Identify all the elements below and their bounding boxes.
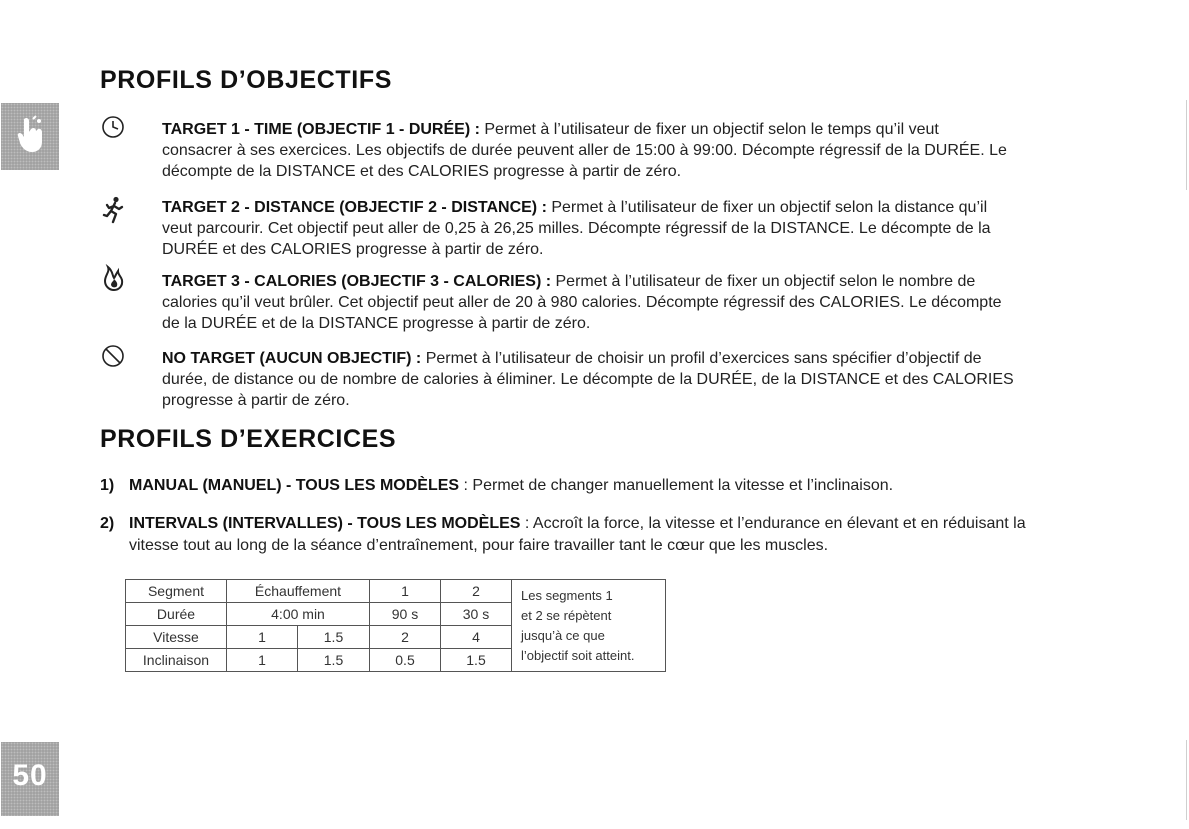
table-cell: Inclinaison (126, 649, 227, 672)
margin-line (1186, 100, 1187, 190)
workout-number: 2) (100, 515, 115, 532)
table-cell: 4 (441, 626, 512, 649)
table-cell: Vitesse (126, 626, 227, 649)
table-cell: 1.5 (298, 649, 370, 672)
no-target-icon (100, 344, 130, 374)
table-cell: 2 (370, 626, 441, 649)
no-target-label: NO TARGET (AUCUN OBJECTIF) : (162, 350, 422, 367)
workout-number: 1) (100, 477, 115, 494)
intervals-table (125, 579, 666, 672)
table-row (126, 580, 666, 603)
table-cell: 4:00 min (227, 603, 370, 626)
table-cell: 1.5 (298, 626, 370, 649)
target-3-label: TARGET 3 - CALORIES (OBJECTIF 3 - CALORIES) : (162, 273, 552, 290)
table-cell: 90 s (370, 603, 441, 626)
margin-line (1186, 740, 1187, 820)
target-2-description: TARGET 2 - DISTANCE (OBJECTIF 2 - DISTANCE) : Permet à l’utilisateur de fixer un objectif selon la distance qu’il veut parcourir. Cet objectif peut aller de 0,25 à 26,25 milles. Décompte régressif de la DISTANCE. Le décompte de la DURÉE et des CALORIES progresse à partir de zéro. (162, 199, 991, 258)
table-cell: Durée (126, 603, 227, 626)
runner-icon (100, 196, 130, 226)
objectives-heading: PROFILS D’OBJECTIFS (100, 66, 392, 94)
no-target-description: NO TARGET (AUCUN OBJECTIF) : Permet à l’utilisateur de choisir un profil d’exercices sans spécifier d’objectif de durée, de distance ou de nombre de calories à éliminer. Le décompte de la DURÉE, de la DISTANCE et des CALORIES progresse à partir de zéro. (162, 350, 1014, 409)
page-number-tab (1, 742, 59, 816)
table-cell: 1 (227, 649, 298, 672)
target-2-label: TARGET 2 - DISTANCE (OBJECTIF 2 - DISTANCE) : (162, 199, 547, 216)
flame-icon (100, 263, 130, 293)
table-note: Les segments 1 et 2 se répètent jusqu’à ce que l’objectif soit atteint. (512, 580, 666, 672)
table-cell: Segment (126, 580, 227, 603)
table-cell: 30 s (441, 603, 512, 626)
table-cell: Échauffement (227, 580, 370, 603)
workout-label: MANUAL (MANUEL) - TOUS LES MODÈLES (129, 477, 460, 494)
table-cell: 1 (227, 626, 298, 649)
workouts-heading: PROFILS D’EXERCICES (100, 425, 397, 453)
target-1-label: TARGET 1 - TIME (OBJECTIF 1 - DURÉE) : (162, 121, 480, 138)
target-1-description: TARGET 1 - TIME (OBJECTIF 1 - DURÉE) : Permet à l’utilisateur de fixer un objectif selon le temps qu’il veut consacrer à ses exercices. Les objectifs de durée peuvent aller de 15:00 à 99:00. Décompte régressif de la DURÉE. Le décompte de la DISTANCE et des CALORIES progresse à partir de zéro. (162, 121, 1007, 180)
hand-pointer-icon (15, 115, 47, 155)
table-cell: 1 (370, 580, 441, 603)
table-cell: 2 (441, 580, 512, 603)
clock-icon (100, 115, 130, 145)
workout-label: INTERVALS (INTERVALLES) - TOUS LES MODÈLES (129, 515, 521, 532)
page-number: 50 (12, 759, 48, 792)
table-cell: 0.5 (370, 649, 441, 672)
section-tab-hand (1, 103, 59, 170)
target-3-description: TARGET 3 - CALORIES (OBJECTIF 3 - CALORIES) : Permet à l’utilisateur de fixer un objectif selon le nombre de calories qu’il veut brûler. Cet objectif peut aller de 20 à 980 calories. Décompte régressif des CALORIES. Le décompte de la DURÉE et de la DISTANCE progresse à partir de zéro. (162, 273, 1002, 332)
table-cell: 1.5 (441, 649, 512, 672)
